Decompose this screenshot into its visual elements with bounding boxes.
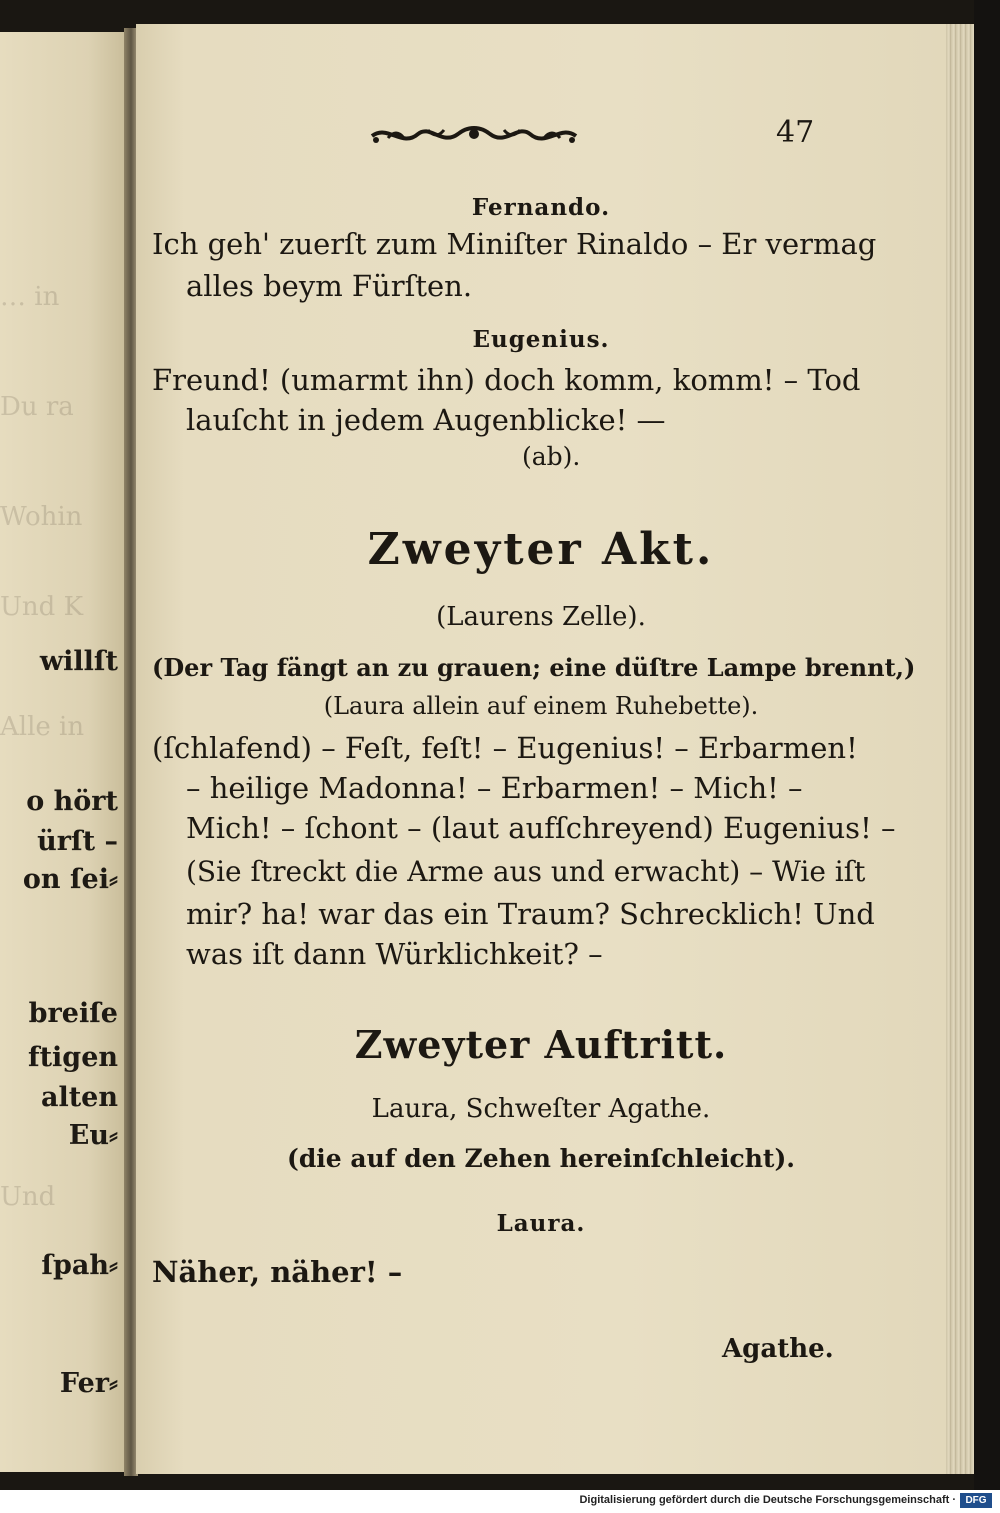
- text-line: (Sie ſtreckt die Arme aus und erwacht) – Wie iſt: [186, 855, 866, 888]
- stage-direction: (Der Tag fängt an zu grauen; eine düſtre Lampe brennt,): [152, 653, 916, 682]
- text-line: (ſchlafend) – Feſt, feſt! – Eugenius! – Erbarmen!: [152, 731, 858, 765]
- text-line: lauſcht in jedem Augenblicke! —: [186, 403, 666, 437]
- bleed-through: Wohin: [0, 502, 83, 532]
- left-page-line: ürſt –: [37, 826, 118, 857]
- left-page-line: Eu⸗: [68, 1120, 118, 1151]
- speaker-name: Fernando.: [471, 194, 611, 221]
- bleed-through: Alle in: [0, 712, 85, 742]
- page-number: 47: [776, 115, 815, 150]
- act-heading: Zweyter Akt.: [367, 524, 715, 575]
- text-line: Ich geh' zuerſt zum Miniſter Rinaldo – Er vermag: [152, 227, 877, 261]
- bleed-through: Und K: [0, 592, 83, 622]
- text-line: was iſt dann Würklichkeit? –: [186, 937, 603, 971]
- scene-heading: Zweyter Auftritt.: [354, 1022, 728, 1067]
- text-line: Näher, näher! –: [152, 1255, 403, 1289]
- speaker-name: Laura.: [496, 1210, 586, 1237]
- left-page: [0, 32, 126, 1472]
- page-edges: [946, 24, 974, 1474]
- left-page-line: ftigen: [27, 1042, 118, 1073]
- left-page-line: on ſei⸗: [22, 864, 118, 895]
- footer-bar: [0, 1490, 1000, 1513]
- bleed-through: Und: [0, 1182, 56, 1212]
- bleed-through: Du ra: [0, 392, 74, 422]
- left-page-line: willſt: [39, 646, 118, 677]
- left-page-line: breiſe: [28, 998, 118, 1029]
- text-line: Mich! – ſchont – (laut aufſchreyend) Eugenius! –: [186, 811, 896, 845]
- dfg-logo[interactable]: DFG: [960, 1493, 992, 1508]
- text-line: (ab).: [522, 442, 581, 471]
- text-line: – heilige Madonna! – Erbarmen! – Mich! –: [186, 771, 803, 805]
- footer-credit: Digitalisierung gefördert durch die Deutsche Forschungsgemeinschaft ·: [579, 1494, 956, 1506]
- scene-cast: Laura, Schweſter Agathe.: [371, 1094, 711, 1124]
- catchword: Agathe.: [722, 1334, 834, 1364]
- left-page-line: alten: [40, 1082, 118, 1113]
- ornament-vine-icon: [368, 118, 580, 152]
- text-line: alles beym Fürſten.: [186, 269, 473, 303]
- left-page-line: ſpah⸗: [41, 1250, 118, 1281]
- left-page-line: Fer⸗: [59, 1368, 118, 1399]
- text-line: mir? ha! war das ein Traum? Schrecklich! Und: [186, 897, 875, 931]
- speaker-name: Eugenius.: [472, 326, 610, 353]
- act-setting: (Laurens Zelle).: [436, 602, 646, 632]
- stage-direction: (die auf den Zehen hereinſchleicht).: [287, 1144, 795, 1173]
- left-page-line: o hört: [26, 786, 118, 817]
- stage-direction: (Laura allein auf einem Ruhebette).: [323, 692, 759, 720]
- text-line: Freund! (umarmt ihn) doch komm, komm! – Tod: [152, 363, 861, 397]
- scan-border: [974, 0, 1000, 1490]
- bleed-through: … in: [0, 282, 60, 312]
